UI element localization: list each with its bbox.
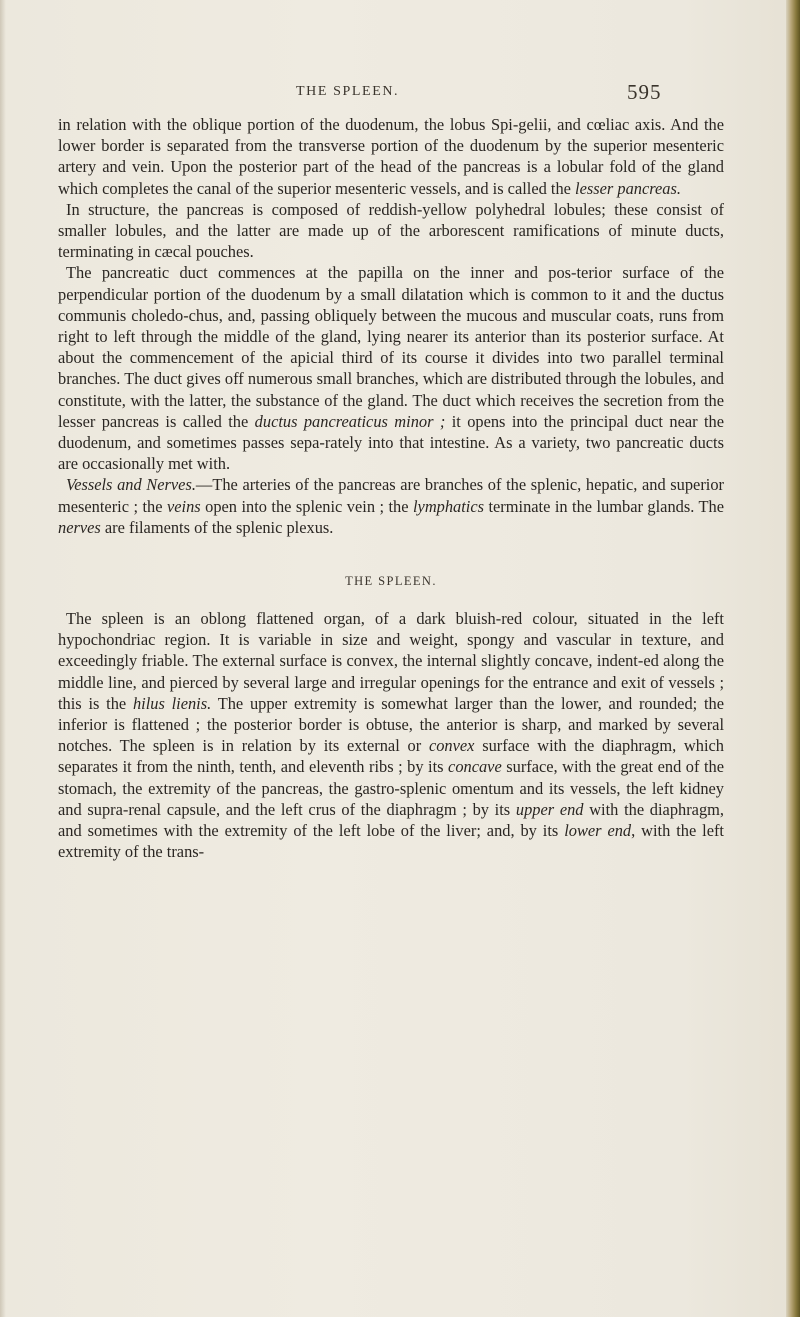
term-hilus-lienis: hilus lienis. — [132, 693, 212, 713]
page-gutter-shadow — [0, 0, 6, 1317]
term-upper-end: upper end — [515, 799, 584, 819]
running-head — [0, 80, 800, 108]
section-heading-spleen: THE SPLEEN. — [345, 574, 437, 589]
paragraph-spleen: The spleen is an oblong flattened organ, of a dark bluish-red colour, situated in the left hypochondriac region. It is variable in size and weight, spongy and vascular in texture, and exceedingly friable. The external surface is convex, the internal slightly concave, indent-ed along the middle line, and pierced by several large and irregular openings for the entrance and exit of vessels ; this is the hilus lienis. The upper extremity is somewhat larger than the lower, and rounded; the inferior is flattened ; the posterior border is obtuse, the anterior is sharp, and marked by several notches. The spleen is in relation by its external or convex surface with the diaphragm, which separates it from the ninth, tenth, and eleventh ribs ; by its concave surface, with the great end of the stomach, the extremity of the pancreas, the gastro-splenic omentum and its vessels, the left kidney and supra-renal capsule, and the left crus of the diaphragm ; by its upper end with the diaphragm, and sometimes with the extremity of the left lobe of the liver; and, by its lower end, with the left extremity of the trans- — [58, 609, 724, 862]
term-convex: convex — [428, 736, 475, 756]
running-title: THE SPLEEN. — [296, 84, 400, 99]
term-lymphatics: lymphatics — [413, 496, 485, 516]
term-ductus-pancreaticus-minor: ductus pancreaticus minor ; — [254, 411, 446, 431]
paragraph-vessels-nerves: Vessels and Nerves.—The arteries of the pancreas are branches of the splenic, hepatic, and superior mesenteric ; the veins open into the splenic vein ; the lymphatics terminate in the lumbar glands. The nerves are filaments of the splenic plexus. — [58, 475, 725, 537]
term-concave: concave — [448, 757, 502, 777]
page-number: 595 — [627, 80, 662, 104]
term-lesser-pancreas: lesser pancreas. — [575, 178, 681, 198]
page-edge-binding — [786, 0, 800, 1317]
paragraph-lesser-pancreas: in relation with the oblique portion of the duodenum, the lobus Spi-gelii, and cœliac axis. And the lower border is separated from the transverse portion of the duodenum by the superior mesenteric artery and vein. Upon the posterior part of the head of the pancreas is a lobular fold of the gland which completes the canal of the superior mesenteric vessels, and is called the lesser pancreas. — [58, 115, 724, 198]
paragraph-pancreatic-duct: The pancreatic duct commences at the papilla on the inner and pos-terior surface of the perpendicular portion of the duodenum by a small dilatation which is common to it and the ductus communis choledo-chus, and, passing obliquely between the mucous and muscular coats, runs from right to left through the middle of the gland, lying nearer its anterior than its posterior surface. At about the commencement of the apicial third of its course it divides into two parallel terminal branches. The duct gives off numerous small branches, which are distributed through the lobules, and constitute, with the latter, the substance of the gland. The duct which receives the secretion from the lesser pancreas is called the ductus pancreaticus minor ; it opens into the principal duct near the duodenum, and sometimes passes sepa-rately into that intestine. As a variety, two pancreatic ducts are occasionally met with. — [58, 263, 724, 474]
subheading-vessels-nerves: Vessels and Nerves. — [66, 475, 196, 495]
term-lower-end: lower end — [564, 821, 632, 841]
term-nerves: nerves — [58, 517, 101, 537]
paragraph-structure: In structure, the pancreas is composed of reddish-yellow polyhedral lobules; these consist of smaller lobules, and the latter are made up of the arborescent ramifications of minute ducts, terminating in cæcal pouches. — [58, 199, 724, 262]
term-veins: veins — [166, 496, 201, 516]
body-text — [58, 114, 724, 863]
